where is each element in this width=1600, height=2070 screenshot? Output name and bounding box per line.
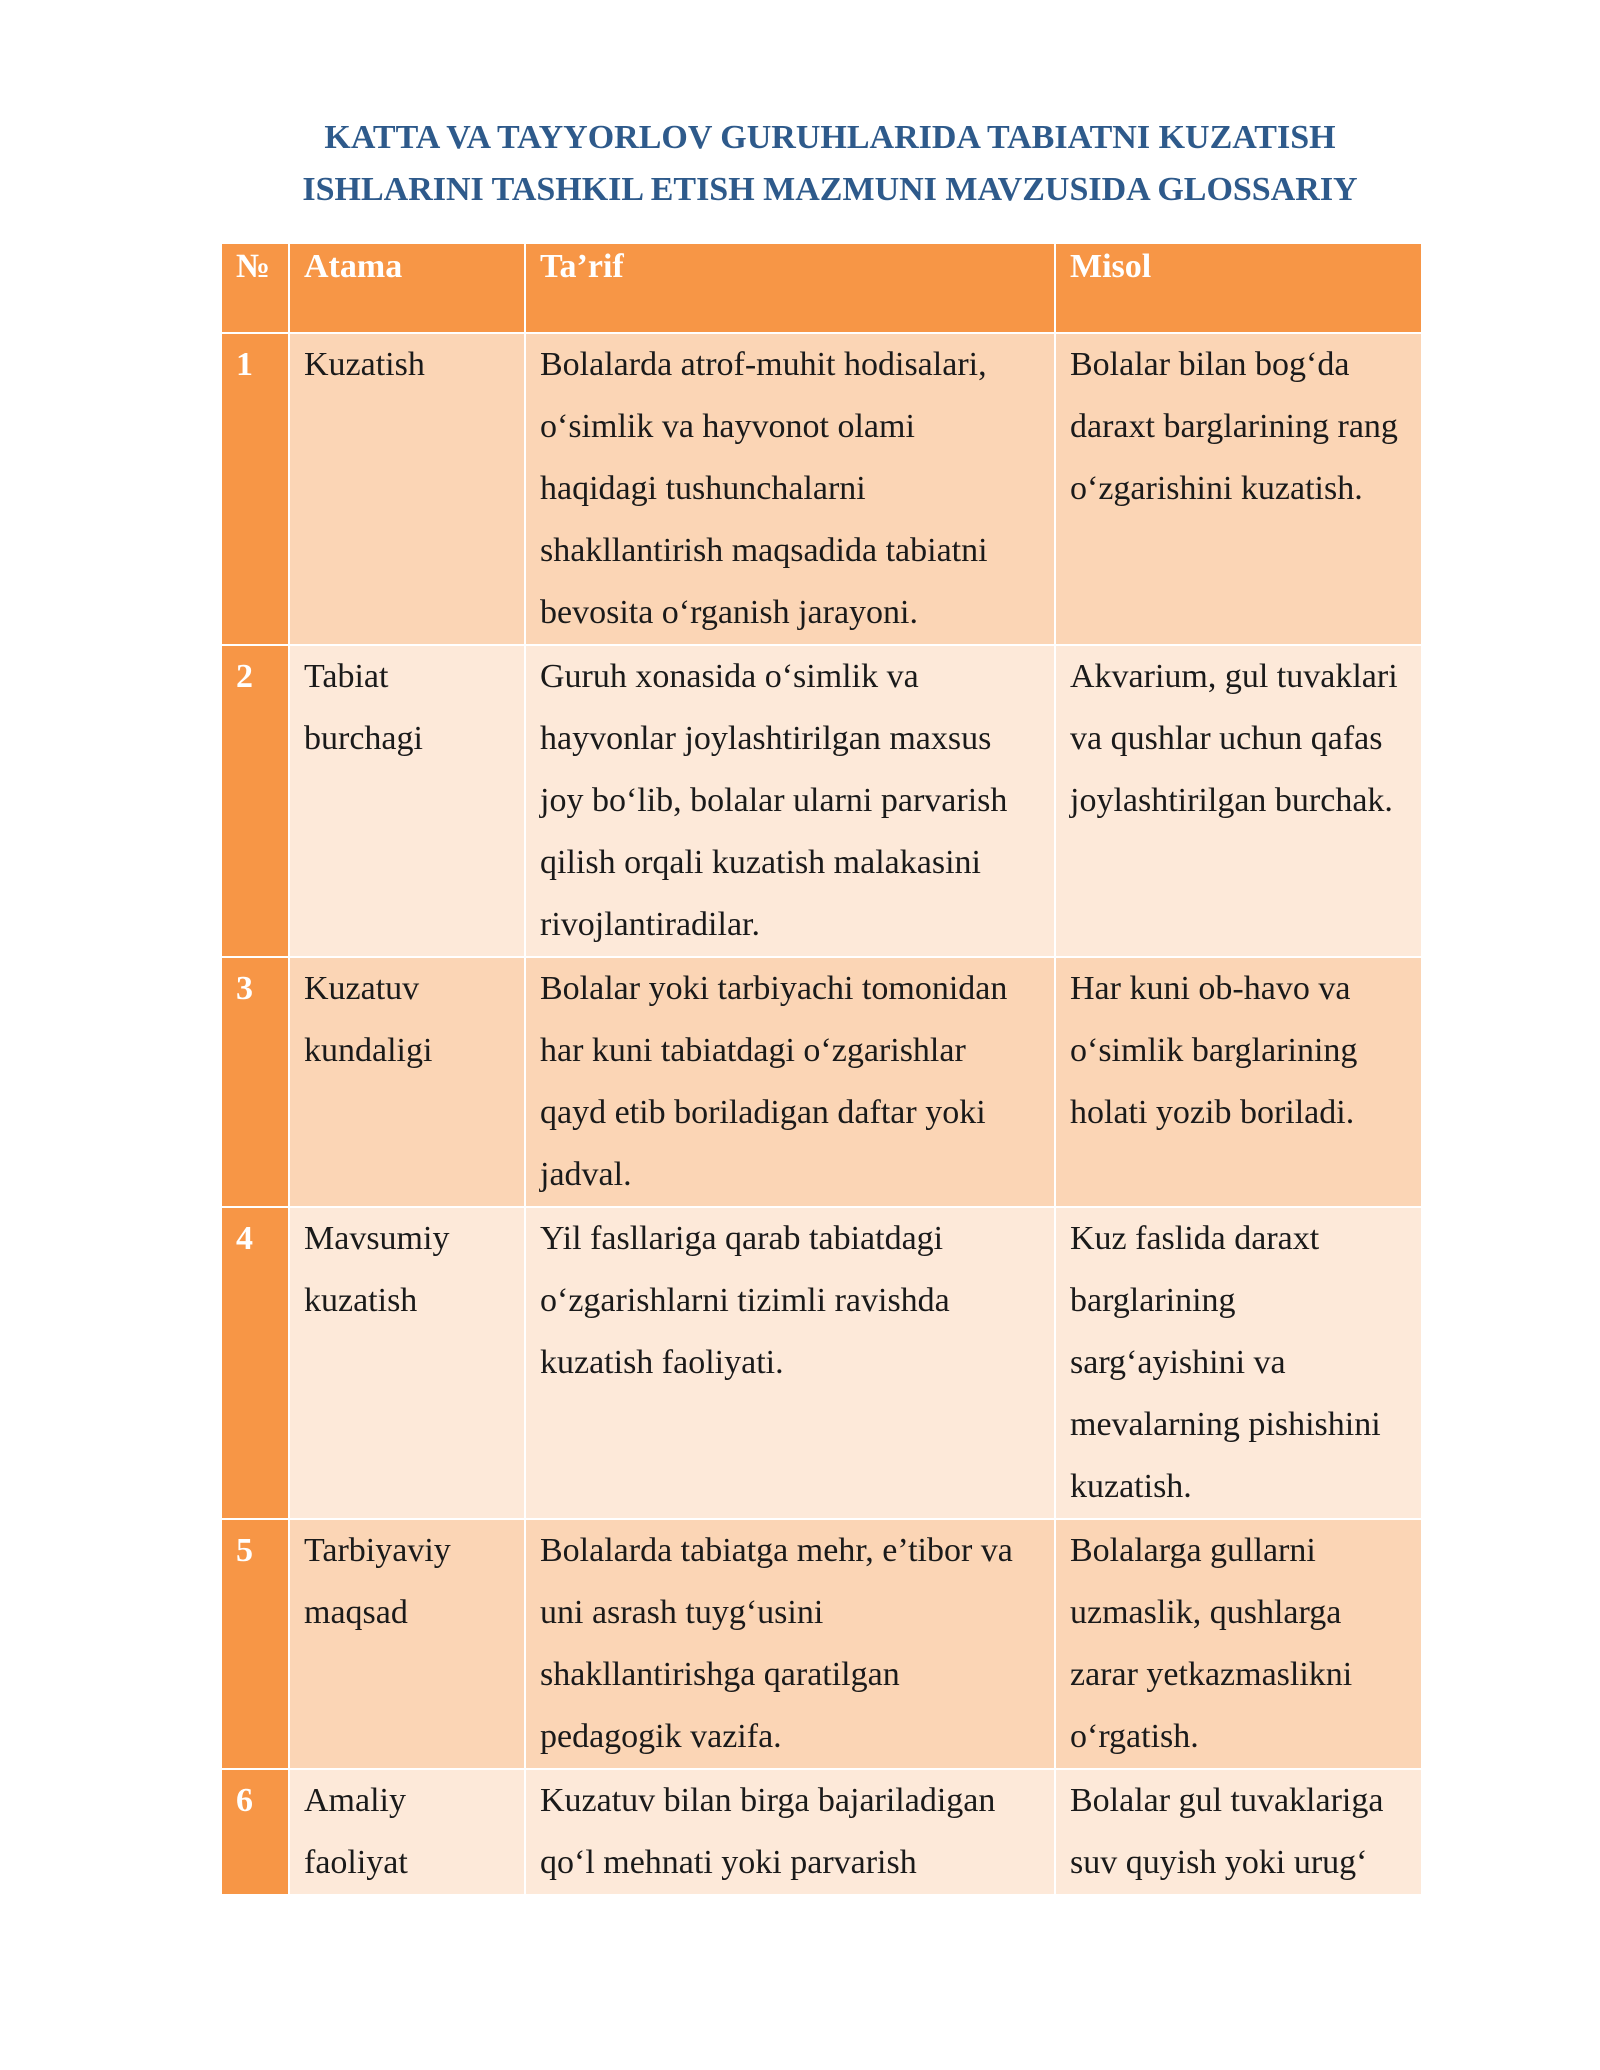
table-row [221,1769,1422,1895]
row-example: Bolalarga gullarni uzmaslik, qushlarga zarar yetkazmaslikni o‘rgatish. [1055,1519,1422,1769]
table-body [221,333,1422,1895]
row-example: Har kuni ob-havo va o‘simlik barglarining holati yozib boriladi. [1055,957,1422,1207]
glossary-table [220,244,1423,1896]
row-term: Kuzatuv kundaligi [289,957,525,1207]
table-header [221,244,1422,333]
row-term: Tarbiyaviy maqsad [289,1519,525,1769]
row-definition: Guruh xonasida o‘simlik va hayvonlar joylashtirilgan maxsus joy bo‘lib, bolalar ularni parvarish qilish orqali kuzatish malakasini rivojlantiradilar. [525,645,1055,957]
row-term: Amaliy faoliyat [289,1769,525,1895]
row-term: Mavsumiy kuzatish [289,1207,525,1519]
row-number: 1 [221,333,289,645]
header-term: Atama [289,244,525,333]
row-example: Kuz faslida daraxt barglarining sarg‘ayishini va mevalarning pishishini kuzatish. [1055,1207,1422,1519]
header-example: Misol [1055,244,1422,333]
row-term: Tabiat burchagi [289,645,525,957]
title-line-2: ISHLARINI TASHKIL ETISH MAZMUNI MAVZUSIDA GLOSSARIY [302,171,1358,208]
title-line-1: KATTA VA TAYYORLOV GURUHLARIDA TABIATNI KUZATISH [324,119,1336,156]
row-definition: Kuzatuv bilan birga bajariladigan qo‘l mehnati yoki parvarish [525,1769,1055,1895]
row-term: Kuzatish [289,333,525,645]
row-number: 6 [221,1769,289,1895]
page-title [220,112,1440,216]
table-row [221,333,1422,645]
table-row [221,1519,1422,1769]
row-number: 4 [221,1207,289,1519]
row-definition: Yil fasllariga qarab tabiatdagi o‘zgarishlarni tizimli ravishda kuzatish faoliyati. [525,1207,1055,1519]
table-row [221,645,1422,957]
table-row [221,957,1422,1207]
row-definition: Bolalar yoki tarbiyachi tomonidan har kuni tabiatdagi o‘zgarishlar qayd etib boriladigan daftar yoki jadval. [525,957,1055,1207]
row-example: Bolalar bilan bog‘da daraxt barglarining rang o‘zgarishini kuzatish. [1055,333,1422,645]
row-example: Akvarium, gul tuvaklari va qushlar uchun qafas joylashtirilgan burchak. [1055,645,1422,957]
header-definition: Ta’rif [525,244,1055,333]
table-row [221,1207,1422,1519]
row-definition: Bolalarda atrof-muhit hodisalari, o‘simlik va hayvonot olami haqidagi tushunchalarni shakllantirish maqsadida tabiatni bevosita o‘rganish jarayoni. [525,333,1055,645]
row-number: 3 [221,957,289,1207]
row-definition: Bolalarda tabiatga mehr, e’tibor va uni asrash tuyg‘usini shakllantirishga qaratilgan pedagogik vazifa. [525,1519,1055,1769]
header-row [221,244,1422,333]
row-example: Bolalar gul tuvaklariga suv quyish yoki urug‘ [1055,1769,1422,1895]
row-number: 5 [221,1519,289,1769]
row-number: 2 [221,645,289,957]
header-number: № [221,244,289,333]
